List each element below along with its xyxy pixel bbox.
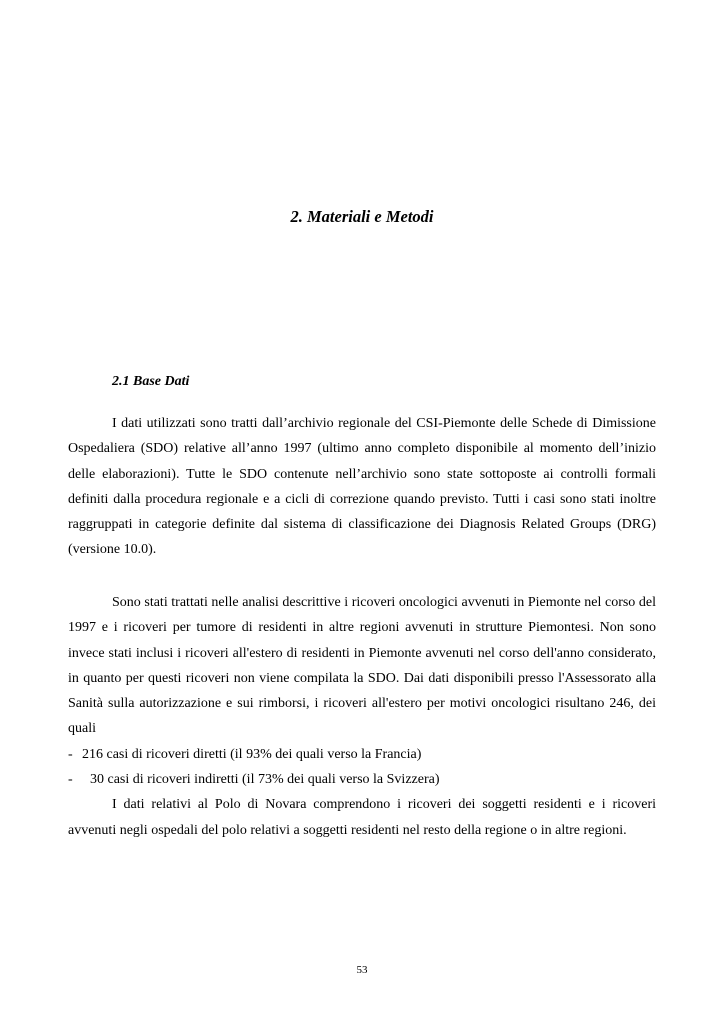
paragraph-data-source: I dati utilizzati sono tratti dall’archivio regionale del CSI-Piemonte delle Schede di Dimissione Ospedaliera (SDO) relative all’anno 1997 (ultimo anno completo disponibile al momento dell’inizio delle elaborazioni). Tutte le SDO contenute nell’archivio sono state sottoposte ai controlli formali definiti dalla procedura regionale e a cicli di correzione quando previsto. Tutti i casi sono stati inoltre raggruppati in categorie definite dal sistema di classificazione dei Diagnosis Related Groups (DRG) (versione 10.0). — [68, 416, 656, 558]
list-dash: - — [68, 772, 73, 788]
list-item-indirect-text: 30 casi di ricoveri indiretti (il 73% dei quali verso la Svizzera) — [90, 772, 440, 788]
page-number: 53 — [356, 964, 368, 976]
section-body-2 — [68, 590, 656, 843]
section-body-1 — [68, 411, 656, 563]
list-item-indirect — [68, 767, 656, 792]
paragraph-novara: I dati relativi al Polo di Novara comprendono i ricoveri dei soggetti residenti e i ricoveri avvenuti negli ospedali del polo relativi a soggetti residenti nel resto della regione o in altre regioni. — [68, 797, 656, 838]
paragraph-analysis-scope: Sono stati trattati nelle analisi descrittive i ricoveri oncologici avvenuti in Piemonte nel corso del 1997 e i ricoveri per tumore di residenti in altre regioni avvenuti in strutture Piemontesi. Non sono invece stati inclusi i ricoveri all'estero di residenti in Piemonte avvenuti nel corso dell'anno considerato, in quanto per questi ricoveri non viene compilata la SDO. Dai dati disponibili presso l'Assessorato alla Sanità sulla autorizzazione e sui rimborsi, i ricoveri all'estero per motivi oncologici risultano 246, dei quali — [68, 595, 656, 737]
list-dash: - — [68, 746, 73, 762]
chapter-title: 2. Materiali e Metodi — [290, 207, 434, 226]
section-title: 2.1 Base Dati — [112, 374, 190, 389]
list-item-direct — [68, 742, 656, 767]
list-item-direct-text: 216 casi di ricoveri diretti (il 93% dei quali verso la Francia) — [82, 746, 422, 762]
